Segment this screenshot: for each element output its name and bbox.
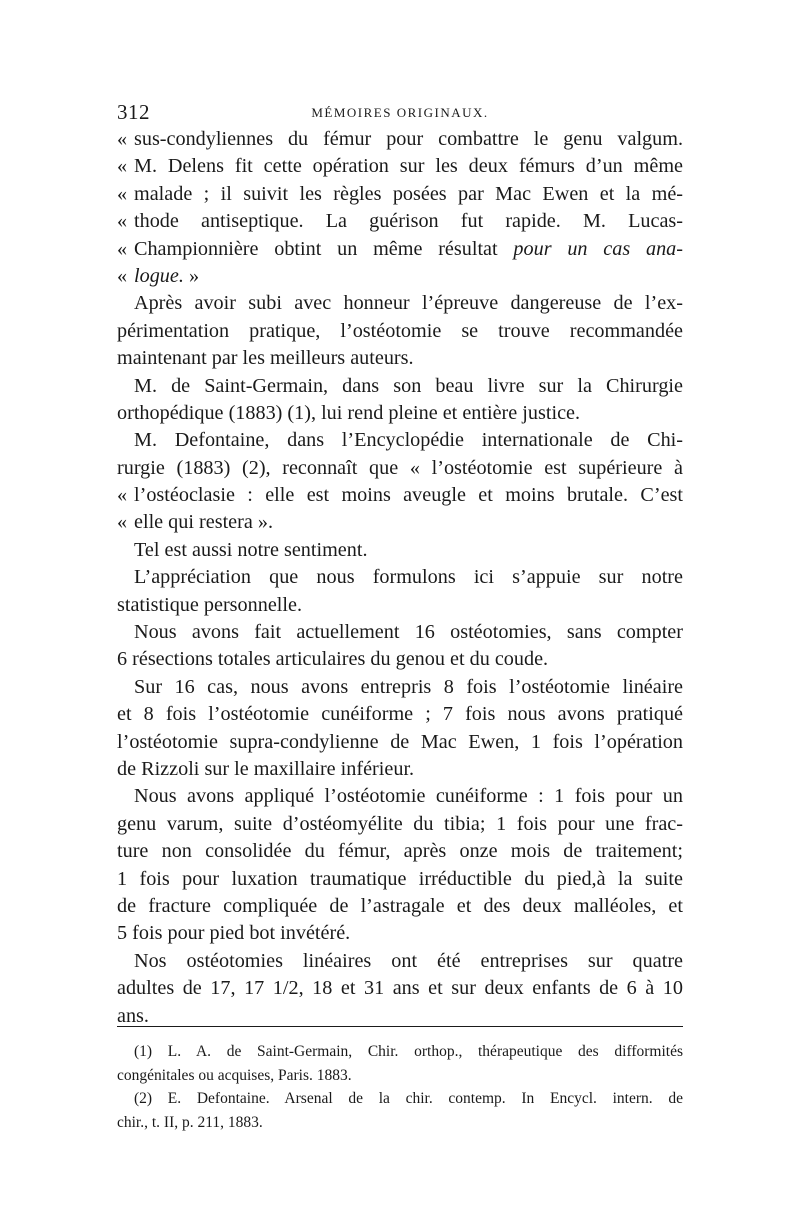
body-line xyxy=(117,126,683,153)
body-line xyxy=(117,729,683,756)
line-text: Après avoir subi avec honneur l’épreuve dangereuse de l’ex- xyxy=(134,292,683,315)
line-text: genu varum, suite d’ostéomyélite du tibia; 1 fois pour une frac- xyxy=(117,812,683,835)
line-text: (2) E. Defontaine. Arsenal de la chir. contemp. In Encycl. intern. de xyxy=(134,1090,683,1107)
body-line xyxy=(117,537,683,564)
line-text: M. de Saint-Germain, dans son beau livre sur la Chirurgie xyxy=(134,374,683,397)
body-line xyxy=(117,592,683,619)
line-text: malade ; il suivit les règles posées par Mac Ewen et la mé- xyxy=(134,182,683,205)
line-text: congénitales ou acquises, Paris. 1883. xyxy=(117,1066,352,1084)
body-line xyxy=(117,181,683,208)
footnote-line xyxy=(117,1111,683,1135)
body-line xyxy=(117,838,683,865)
quote-mark: « xyxy=(117,182,128,205)
line-text: ture non consolidée du fémur, après onze mois de traitement; xyxy=(117,840,683,863)
body-line xyxy=(117,619,683,646)
body-line xyxy=(117,783,683,810)
body-line xyxy=(117,455,683,482)
line-text: maintenant par les meilleurs auteurs. xyxy=(117,347,414,370)
body-line xyxy=(117,701,683,728)
body-line xyxy=(117,290,683,317)
body-line xyxy=(117,564,683,591)
line-text: l’ostéoclasie : elle est moins aveugle et moins brutale. C’est xyxy=(134,484,683,507)
line-text: M. Delens fit cette opération sur les deux fémurs d’un même xyxy=(134,155,683,178)
line-text: (1) L. A. de Saint-Germain, Chir. orthop., thérapeutique des difformités xyxy=(134,1043,683,1060)
body-line xyxy=(117,482,683,509)
body-text xyxy=(117,126,683,1030)
body-line xyxy=(117,345,683,372)
footnote-line xyxy=(117,1064,683,1088)
line-text: l’ostéotomie supra-condylienne de Mac Ewen, 1 fois l’opération xyxy=(117,730,683,753)
line-text: Sur 16 cas, nous avons entrepris 8 fois l’ostéotomie linéaire xyxy=(134,675,683,698)
line-text: Nous avons appliqué l’ostéotomie cunéiforme : 1 fois pour un xyxy=(134,785,683,808)
body-line xyxy=(117,756,683,783)
body-line xyxy=(117,811,683,838)
footnote-line xyxy=(117,1087,683,1111)
body-line xyxy=(117,866,683,893)
body-line xyxy=(117,975,683,1002)
line-text: elle qui restera ». xyxy=(134,511,274,534)
body-line xyxy=(117,236,683,263)
line-text: orthopédique (1883) (1), lui rend pleine et entière justice. xyxy=(117,401,581,424)
body-line xyxy=(117,948,683,975)
line-text: Nos ostéotomies linéaires ont été entreprises sur quatre xyxy=(134,949,683,972)
body-line xyxy=(117,373,683,400)
line-text: rurgie (1883) (2), reconnaît que « l’ostéotomie est supérieure à xyxy=(117,456,683,479)
body-line xyxy=(117,263,683,290)
line-text: 5 fois pour pied bot invétéré. xyxy=(117,922,351,945)
body-line xyxy=(117,920,683,947)
quote-mark: « xyxy=(117,264,128,287)
body-line xyxy=(117,427,683,454)
italic-text: logue. xyxy=(134,264,184,287)
body-line xyxy=(117,400,683,427)
line-text: chir., t. II, p. 211, 1883. xyxy=(117,1113,263,1131)
body-line xyxy=(117,674,683,701)
italic-text: pour un cas ana- xyxy=(513,237,683,260)
quote-mark: « xyxy=(117,128,128,150)
line-text: statistique personnelle. xyxy=(117,593,303,616)
body-line xyxy=(117,318,683,345)
line-text: L’appréciation que nous formulons ici s’appuie sur notre xyxy=(134,566,683,589)
line-text: de fracture compliquée de l’astragale et des deux malléoles, et xyxy=(117,894,683,917)
line-text: Nous avons fait actuellement 16 ostéotomies, sans compter xyxy=(134,621,683,644)
body-line xyxy=(117,893,683,920)
line-text: périmentation pratique, l’ostéotomie se trouve recommandée xyxy=(117,319,683,342)
quote-mark: « xyxy=(117,237,128,260)
line-text: 6 résections totales articulaires du genou et du coude. xyxy=(117,648,549,671)
line-text: ans. xyxy=(117,1004,149,1027)
quote-mark: « xyxy=(117,511,128,534)
body-line xyxy=(117,208,683,235)
line-text: » xyxy=(183,264,200,287)
footnote-line xyxy=(117,1040,683,1064)
line-text: M. Defontaine, dans l’Encyclopédie internationale de Chi- xyxy=(134,429,683,452)
line-text: de Rizzoli sur le maxillaire inférieur. xyxy=(117,757,415,780)
body-line xyxy=(117,509,683,536)
line-text: thode antiseptique. La guérison fut rapide. M. Lucas- xyxy=(134,210,683,233)
quote-mark: « xyxy=(117,155,128,178)
footnote-divider xyxy=(117,1026,683,1027)
line-text: Tel est aussi notre sentiment. xyxy=(134,538,368,561)
line-text: adultes de 17, 17 1/2, 18 et 31 ans et sur deux enfants de 6 à 10 xyxy=(117,977,683,1000)
line-text: 1 fois pour luxation traumatique irréductible du pied,à la suite xyxy=(117,867,683,890)
footnotes xyxy=(117,1040,683,1134)
line-text: et 8 fois l’ostéotomie cunéiforme ; 7 fois nous avons pratiqué xyxy=(117,703,683,726)
line-text: Championnière obtint un même résultat xyxy=(134,237,498,260)
line-text: sus-condyliennes du fémur pour combattre le genu valgum. xyxy=(134,128,683,150)
quote-mark: « xyxy=(117,210,128,233)
page-number: 312 xyxy=(117,100,150,124)
quote-mark: « xyxy=(117,484,128,507)
body-line xyxy=(117,153,683,180)
running-title: MÉMOIRES ORIGINAUX. xyxy=(311,105,489,120)
body-line xyxy=(117,646,683,673)
